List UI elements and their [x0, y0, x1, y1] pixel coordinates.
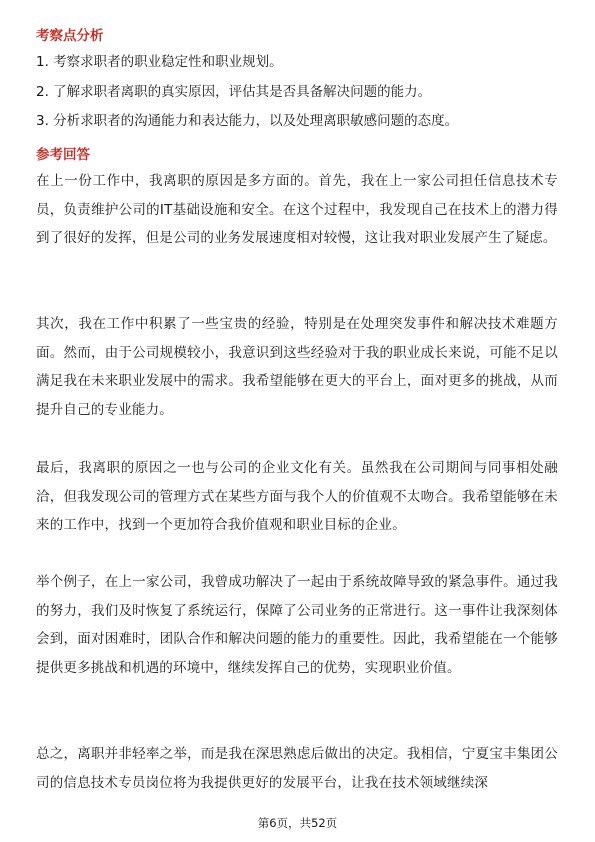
- analysis-item-2: 2. 了解求职者离职的真实原因，评估其是否具备解决问题的能力。: [36, 84, 432, 100]
- answer-heading: 参考回答: [36, 147, 90, 163]
- analysis-item-3: 3. 分析求职者的沟通能力和表达能力，以及处理离职敏感问题的态度。: [36, 113, 459, 129]
- page-number: 第6页，共52页: [257, 816, 338, 830]
- analysis-heading: 考察点分析: [36, 28, 104, 44]
- analysis-item-1: 1. 考察求职者的职业稳定性和职业规划。: [36, 54, 283, 70]
- answer-paragraph-1: 在上一份工作中，我离职的原因是多方面的。首先，我在上一家公司担任信息技术专员，负责维护公司的IT基础设施和安全。在这个过程中，我发现自己在技术上的潜力得到了很好的发挥，但是公司的业务发展速度相对较慢，这让我对职业发展产生了疑虑。: [36, 173, 558, 247]
- answer-paragraph-3: 最后，我离职的原因之一也与公司的企业文化有关。虽然我在公司期间与同事相处融洽，但我发现公司的管理方式在某些方面与我个人的价值观不太吻合。我希望能够在未来的工作中，找到一个更加符合我价值观和职业目标的企业。: [36, 460, 558, 534]
- answer-paragraph-2: 其次，我在工作中积累了一些宝贵的经验，特别是在处理突发事件和解决技术难题方面。然而，由于公司规模较小，我意识到这些经验对于我的职业成长来说，可能不足以满足我在未来职业发展中的需求。我希望能够在更大的平台上，面对更多的挑战，从而提升自己的专业能力。: [36, 316, 558, 418]
- answer-paragraph-4: 举个例子，在上一家公司，我曾成功解决了一起由于系统故障导致的紧急事件。通过我的努力，我们及时恢复了系统运行，保障了公司业务的正常进行。这一事件让我深刻体会到，面对困难时，团队合作和解决问题的能力的重要性。因此，我希望能在一个能够提供更多挑战和机遇的环境中，继续发挥自己的优势，实现职业价值。: [36, 574, 558, 676]
- answer-paragraph-5: 总之，离职并非轻率之举，而是我在深思熟虑后做出的决定。我相信，宁夏宝丰集团公司的信息技术专员岗位将为我提供更好的发展平台，让我在技术领域继续深: [36, 746, 558, 791]
